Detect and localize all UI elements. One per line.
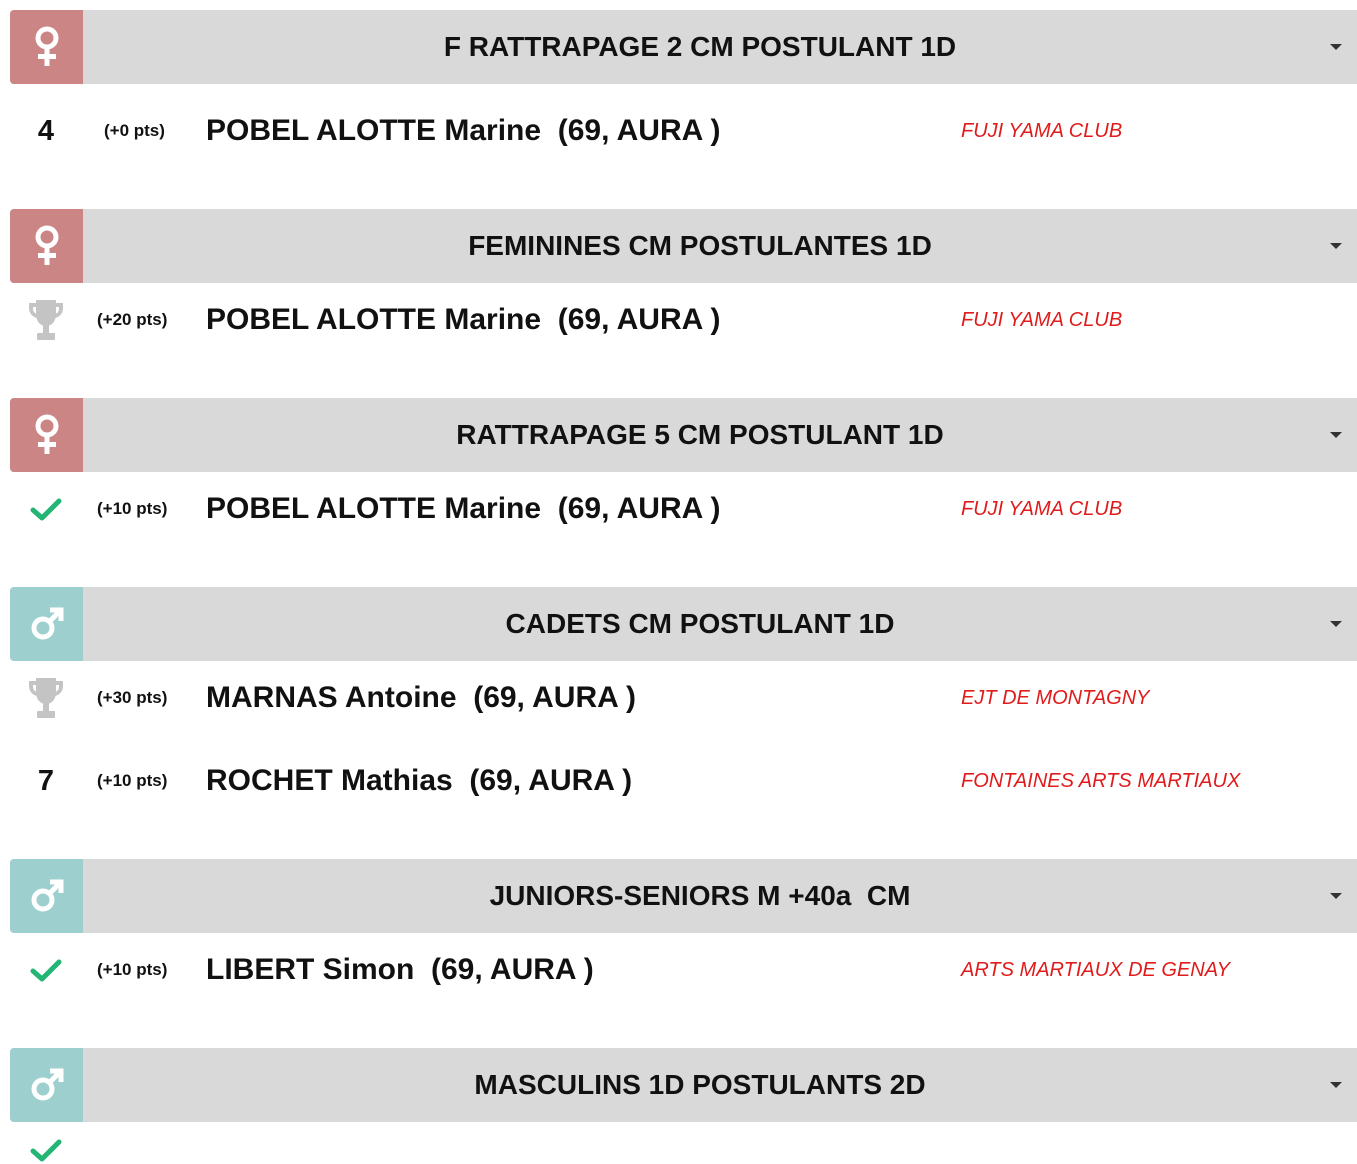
category-header[interactable]	[10, 10, 1357, 84]
chevron-down-icon[interactable]	[1330, 621, 1342, 627]
chevron-down-icon[interactable]	[1330, 432, 1342, 438]
points-gained: (+20 pts)	[97, 310, 168, 329]
check-icon	[30, 1138, 62, 1162]
female-icon	[33, 224, 61, 268]
result-row	[0, 106, 1357, 156]
male-icon	[29, 878, 65, 914]
gender-badge-female	[10, 398, 83, 472]
result-row	[0, 484, 1357, 534]
chevron-down-icon[interactable]	[1330, 44, 1342, 50]
club-name: FUJI YAMA CLUB	[961, 120, 1123, 142]
rank-cell	[18, 1130, 74, 1164]
result-row	[0, 295, 1357, 345]
female-icon	[33, 25, 61, 69]
club-name: FUJI YAMA CLUB	[961, 309, 1123, 331]
trophy-icon	[26, 298, 66, 342]
male-icon	[29, 1067, 65, 1103]
club-name: ARTS MARTIAUX DE GENAY	[961, 959, 1230, 981]
category-title: CADETS CM POSTULANT 1D	[505, 608, 895, 639]
rank-cell	[18, 295, 74, 345]
athlete-name: MARNAS Antoine (69, AURA )	[206, 681, 636, 714]
result-row	[0, 673, 1357, 723]
points-gained: (+10 pts)	[97, 499, 168, 518]
rank-cell	[18, 945, 74, 995]
category-header[interactable]	[10, 587, 1357, 661]
rank-cell	[18, 673, 74, 723]
chevron-down-icon[interactable]	[1330, 243, 1342, 249]
check-icon	[30, 497, 62, 521]
gender-badge-male	[10, 587, 83, 661]
athlete-name: ROCHET Mathias (69, AURA )	[206, 764, 633, 797]
points-gained: (+10 pts)	[97, 960, 168, 979]
category-title: FEMININES CM POSTULANTES 1D	[468, 230, 932, 261]
athlete-name: POBEL ALOTTE Marine (69, AURA )	[206, 492, 721, 525]
rank-cell	[18, 106, 74, 156]
category-header[interactable]	[10, 209, 1357, 283]
category-header[interactable]	[10, 398, 1357, 472]
points-gained: (+30 pts)	[97, 688, 168, 707]
result-row	[0, 1130, 1357, 1164]
category-title: F RATTRAPAGE 2 CM POSTULANT 1D	[443, 31, 957, 62]
trophy-icon	[26, 676, 66, 720]
female-icon	[33, 413, 61, 457]
gender-badge-female	[10, 10, 83, 84]
points-gained: (+10 pts)	[97, 771, 168, 790]
rank-cell	[18, 756, 74, 806]
athlete-name: LIBERT Simon (69, AURA )	[206, 953, 594, 986]
category-title: JUNIORS-SENIORS M +40a CM	[489, 880, 911, 911]
category-header[interactable]	[10, 1048, 1357, 1122]
result-row	[0, 945, 1357, 995]
gender-badge-male	[10, 859, 83, 933]
rank-number: 7	[37, 764, 55, 797]
category-title: MASCULINS 1D POSTULANTS 2D	[474, 1069, 926, 1100]
category-title: RATTRAPAGE 5 CM POSTULANT 1D	[456, 419, 944, 450]
gender-badge-female	[10, 209, 83, 283]
rank-cell	[18, 484, 74, 534]
check-icon	[30, 958, 62, 982]
chevron-down-icon[interactable]	[1330, 893, 1342, 899]
club-name: FONTAINES ARTS MARTIAUX	[961, 770, 1241, 792]
result-row	[0, 756, 1357, 806]
category-header[interactable]	[10, 859, 1357, 933]
male-icon	[29, 606, 65, 642]
athlete-name: POBEL ALOTTE Marine (69, AURA )	[206, 114, 721, 147]
club-name: EJT DE MONTAGNY	[961, 687, 1150, 709]
gender-badge-male	[10, 1048, 83, 1122]
chevron-down-icon[interactable]	[1330, 1082, 1342, 1088]
club-name: FUJI YAMA CLUB	[961, 498, 1123, 520]
athlete-name: POBEL ALOTTE Marine (69, AURA )	[206, 303, 721, 336]
rank-number: 4	[37, 114, 55, 147]
points-gained: (+0 pts)	[104, 121, 165, 140]
